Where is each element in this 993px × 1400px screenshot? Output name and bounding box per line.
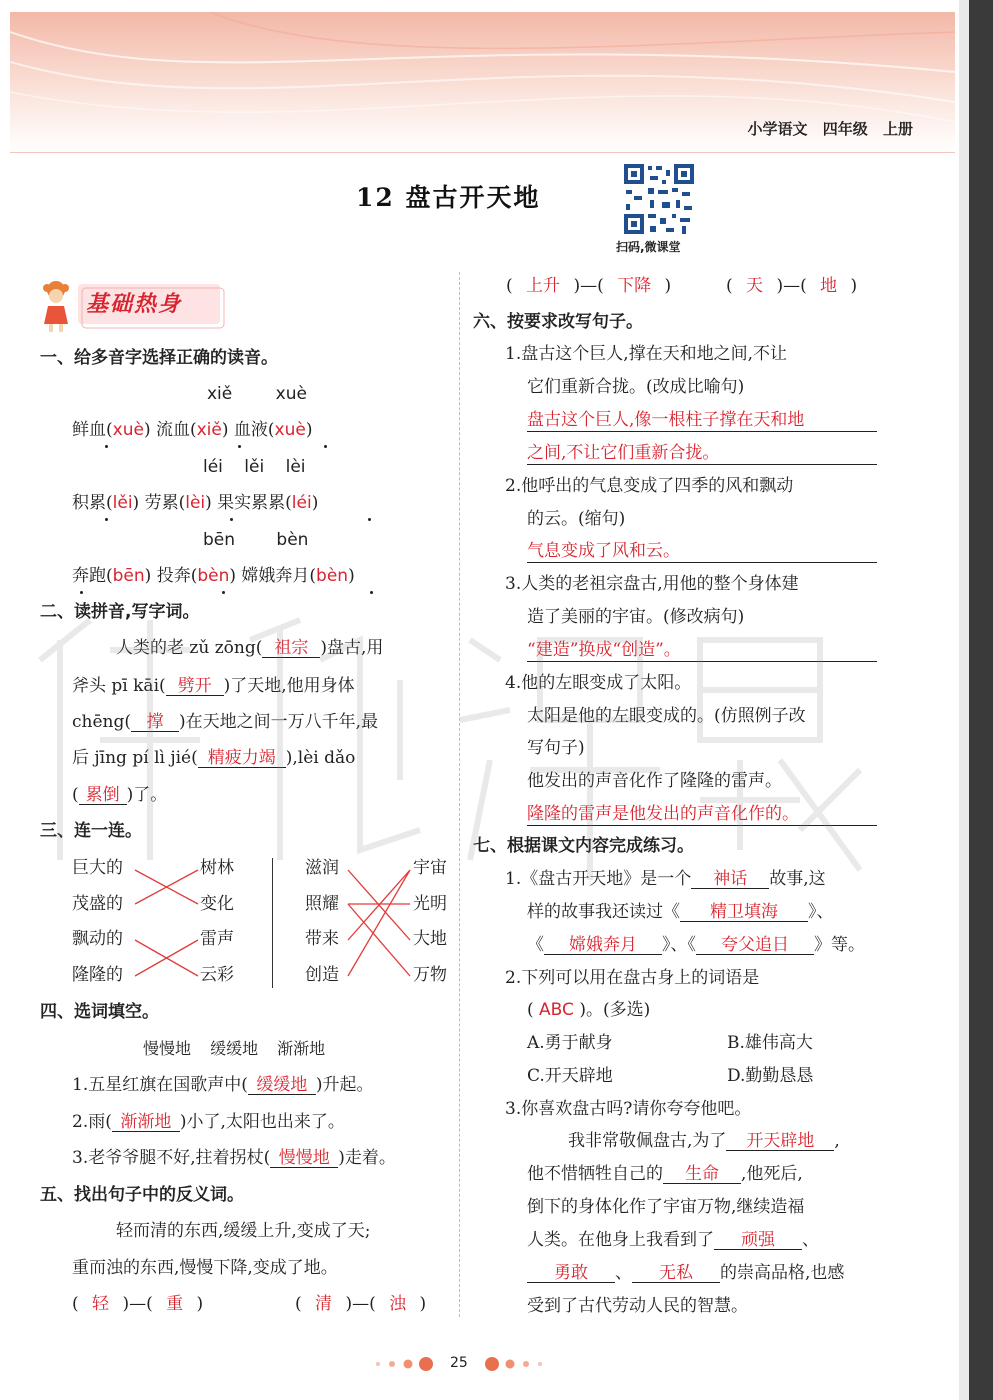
s6-q1-line1: 1.盘古这个巨人,撑在天和地之间,不让	[505, 344, 788, 364]
s7-p6: 受到了古代劳动人民的智慧。	[527, 1296, 748, 1316]
s7-option-d: D.勤勤恳恳	[727, 1066, 814, 1086]
answer: bèn	[197, 566, 230, 586]
s2-line4: 后 jīng pí lì jié( 精疲力竭 ),lèi dǎo	[72, 748, 356, 768]
s7-option-c: C.开天辟地	[527, 1066, 613, 1086]
s1-row1-options: xiě xuè	[207, 384, 307, 404]
s6-q3-line1: 3.人类的老祖宗盘古,用他的整个身体建	[505, 574, 799, 594]
s2-line1: 人类的老 zǔ zōng( 祖宗 )盘古,用	[116, 638, 384, 658]
answer: bèn	[316, 566, 349, 586]
s6-q3-line2: 造了美丽的宇宙。(修改病句)	[527, 607, 745, 627]
match-right-b: 光明	[413, 894, 447, 914]
s6-q1-answer-1: 盘古这个巨人,像一根柱子撑在天和地	[527, 412, 877, 432]
s7-q1-line2: 样的故事我还读过《 精卫填海 》、	[527, 902, 834, 922]
s1-row2-options: léi lěi lèi	[203, 457, 306, 477]
answer: xuè	[274, 420, 306, 440]
s1-row2: 积累(lěi) 劳累(lèi) 果实累累(léi)	[72, 493, 319, 513]
qr-label: 扫码,微课堂	[616, 240, 681, 254]
s6-q3-answer: “建造”换成“创造”。	[527, 642, 877, 662]
s5-line2: 重而浊的东西,慢慢下降,变成了地。	[72, 1258, 338, 1278]
s6-q2-answer: 气息变成了风和云。	[527, 543, 877, 563]
s7-title: 七、根据课文内容完成练习。	[473, 836, 694, 856]
s2-line2: 斧头 pī kāi( 劈开 )了天地,他用身体	[72, 676, 355, 696]
s5-pair-4: ( 天 )—( 地 )	[726, 276, 858, 296]
s3-title: 三、连一连。	[40, 821, 142, 841]
match-left-a: 隆隆的	[72, 965, 123, 985]
page-number: 25	[450, 1355, 468, 1371]
s7-q2-line2: ( ABC )。(多选)	[527, 1000, 651, 1020]
match-left-a: 巨大的	[72, 858, 123, 878]
answer: xuè	[112, 420, 144, 440]
s4-q3: 3.老爷爷腿不好,拄着拐杖( 慢慢地 )走着。	[72, 1148, 396, 1168]
answer: bēn	[112, 566, 145, 586]
answer: lèi	[185, 493, 206, 513]
s4-options: 慢慢地 缓缓地 渐渐地	[143, 1039, 326, 1058]
match-right-a: 滋润	[305, 858, 339, 878]
s5-pair-1: ( 轻 )—( 重 )	[72, 1294, 204, 1314]
s6-q4-line4: 他发出的声音化作了隆隆的雷声。	[527, 771, 782, 791]
answer: lěi	[112, 493, 133, 513]
s1-row3: 奔跑(bēn) 投奔(bèn) 嫦娥奔月(bèn)	[72, 566, 355, 586]
match-right-a: 创造	[305, 965, 339, 985]
s2-line5: ( 累倒 )了。	[72, 785, 168, 805]
s4-q1: 1.五星红旗在国歌声中( 缓缓地 )升起。	[72, 1075, 374, 1095]
s4-q2: 2.雨( 渐渐地 )小了,太阳也出来了。	[72, 1112, 345, 1132]
match-left-b: 变化	[200, 894, 234, 914]
s7-q2-line1: 2.下列可以用在盘古身上的词语是	[505, 968, 760, 988]
s6-title: 六、按要求改写句子。	[473, 312, 643, 332]
s6-q1-answer-2: 之间,不让它们重新合拢。	[527, 445, 877, 465]
match-left-b: 雷声	[200, 929, 234, 949]
match-right-b: 万物	[413, 965, 447, 985]
s1-row3-options: bēn bèn	[203, 530, 309, 550]
s4-title: 四、选词填空。	[40, 1002, 159, 1022]
s2-title: 二、读拼音,写字词。	[40, 602, 200, 622]
match-right-a: 照耀	[305, 894, 339, 914]
s6-q2-line2: 的云。(缩句)	[527, 509, 626, 529]
badge-label: 基础热身	[86, 292, 183, 317]
match-left-b: 云彩	[200, 965, 234, 985]
match-right-b: 宇宙	[413, 858, 447, 878]
s7-p4: 人类。在他身上我看到了 顽强 、	[527, 1230, 819, 1250]
s5-pair-2: ( 清 )—( 浊 )	[295, 1294, 427, 1314]
match-lines-left	[0, 0, 460, 1000]
s1-title: 一、给多音字选择正确的读音。	[40, 348, 278, 368]
match-left-a: 飘动的	[72, 929, 123, 949]
s5-line1: 轻而清的东西,缓缓上升,变成了天;	[116, 1221, 371, 1241]
qr-code-icon[interactable]	[622, 162, 696, 236]
match-right-a: 带来	[305, 929, 339, 949]
match-left-a: 茂盛的	[72, 894, 123, 914]
s6-q4-line3: 写句子)	[527, 738, 585, 758]
book-info: 小学语文 四年级 上册	[747, 120, 913, 138]
s7-p5: 勇敢 、 无私 的崇高品格,也感	[527, 1265, 844, 1283]
s5-pair-3: ( 上升 )—( 下降 )	[506, 276, 672, 296]
answer: xiě	[196, 420, 222, 440]
s6-q4-line1: 4.他的左眼变成了太阳。	[505, 673, 692, 693]
s7-p1: 我非常敬佩盘古,为了 开天辟地 ,	[568, 1131, 840, 1151]
lesson-title: 12 盘古开天地	[356, 183, 541, 212]
s7-option-b: B.雄伟高大	[727, 1033, 813, 1053]
s7-option-a: A.勇于献身	[527, 1033, 613, 1053]
s6-q4-line2: 太阳是他的左眼变成的。(仿照例子改	[527, 706, 806, 726]
s5-title: 五、找出句子中的反义词。	[40, 1185, 244, 1205]
match-right-b: 大地	[413, 929, 447, 949]
page-edge-shadow	[959, 0, 969, 1400]
s6-q1-line2: 它们重新合拢。(改成比喻句)	[527, 377, 745, 397]
answer: léi	[291, 493, 312, 513]
s1-row1: 鲜血(xuè) 流血(xiě) 血液(xuè)	[72, 420, 313, 440]
s6-q2-line1: 2.他呼出的气息变成了四季的风和飘动	[505, 476, 794, 496]
s7-p3: 倒下的身体化作了宇宙万物,继续造福	[527, 1197, 805, 1217]
s7-q3-line1: 3.你喜欢盘古吗?请你夸夸他吧。	[505, 1099, 752, 1119]
s7-q1-line1: 1.《盘古开天地》是一个 神话 故事,这	[505, 869, 826, 889]
s6-q4-answer: 隆隆的雷声是他发出的声音化作的。	[527, 806, 877, 826]
s2-line3: chēng( 撑 )在天地之间一万八千年,最	[72, 712, 379, 732]
match-separator	[272, 858, 273, 988]
scan-border	[969, 0, 993, 1400]
s7-p2: 他不惜牺牲自己的 生命 ,他死后,	[527, 1164, 803, 1184]
match-left-b: 树林	[200, 858, 234, 878]
s7-q1-line3: 《 嫦娥奔月 》、《 夸父追日 》等。	[527, 935, 865, 955]
